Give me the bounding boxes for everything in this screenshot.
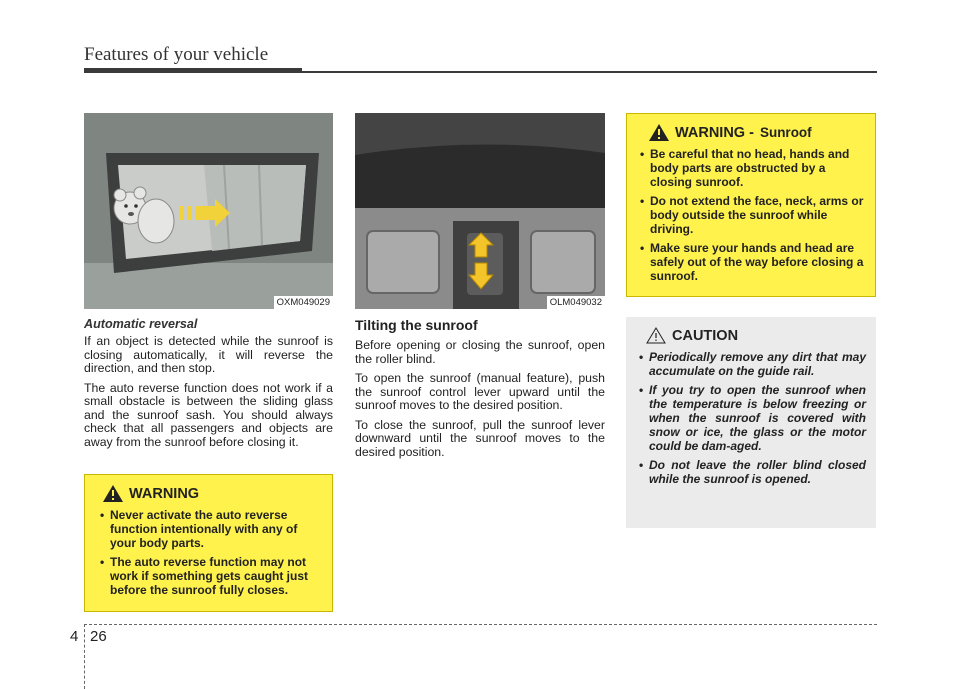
sunroof-control-photo xyxy=(355,113,605,309)
caution-list xyxy=(636,350,866,486)
sunroof-interior-illustration xyxy=(84,113,333,309)
warning-title: WARNING - xyxy=(675,124,754,141)
caution-title: CAUTION xyxy=(672,327,739,344)
warning-list xyxy=(97,508,322,597)
section-subheading: Automatic reversal xyxy=(84,317,198,331)
list-item: • The auto reverse function may not work if something gets caught just before the sunroof fully closes. xyxy=(97,555,322,597)
warning-triangle-icon xyxy=(649,124,669,141)
body-paragraph: To close the sunroof, pull the sunroof lever downward until the sunroof moves to the desired position. xyxy=(355,417,605,459)
image-code-label: OXM049029 xyxy=(274,296,333,309)
list-item: • Do not extend the face, neck, arms or body outside the sunroof while driving. xyxy=(637,194,865,236)
sunroof-console-illustration xyxy=(355,113,605,309)
tilting-sunroof-section xyxy=(355,317,605,465)
page-number: 26 xyxy=(90,628,107,645)
caution-triangle-icon xyxy=(646,327,666,344)
footer-rule xyxy=(84,624,877,625)
warning-triangle-icon xyxy=(103,485,123,502)
list-item: • Never activate the auto reverse function intentionally with any of your body parts. xyxy=(97,508,322,550)
sunroof-reversal-photo xyxy=(84,113,333,309)
body-paragraph: Before opening or closing the sunroof, open the roller blind. xyxy=(355,338,605,366)
image-code-label: OLM049032 xyxy=(547,296,605,309)
list-item: • Periodically remove any dirt that may accumulate on the guide rail. xyxy=(636,350,866,378)
warning-list xyxy=(637,147,865,283)
list-item: • Be careful that no head, hands and body parts are obstructed by a closing sunroof. xyxy=(637,147,865,189)
body-paragraph: If an object is detected while the sunroof is closing automatically, it will reverse the direction, and then stop. xyxy=(84,334,333,375)
list-item: • Make sure your hands and head are safely out of the way before closing a sunroof. xyxy=(637,241,865,283)
page-header-title: Features of your vehicle xyxy=(84,44,269,65)
footer-divider xyxy=(84,624,85,689)
warning-box xyxy=(84,474,333,612)
list-item: • If you try to open the sunroof when the temperature is below freezing or when the sunroof is covered with snow or ice, the glass or the motor could be dam-aged. xyxy=(636,383,866,453)
warning-title: WARNING xyxy=(129,485,200,502)
list-item: • Do not leave the roller blind closed while the sunroof is opened. xyxy=(636,458,866,486)
body-paragraph: To open the sunroof (manual feature), push the sunroof control lever upward until the sunroof moves to the desired position. xyxy=(355,371,605,412)
body-paragraph: The auto reverse function does not work if a small obstacle is between the sliding glass and the sunroof sash. You should always check that all passengers and objects are away from the sunroof before closing it. xyxy=(84,380,333,449)
sunroof-warning-box xyxy=(626,113,876,297)
caution-box xyxy=(626,317,876,528)
header-rule-accent xyxy=(84,68,302,73)
section-number: 4 xyxy=(70,628,79,645)
warning-title-suffix: Sunroof xyxy=(759,125,812,140)
section-subheading: Tilting the sunroof xyxy=(355,317,478,333)
auto-reversal-section xyxy=(84,317,333,455)
